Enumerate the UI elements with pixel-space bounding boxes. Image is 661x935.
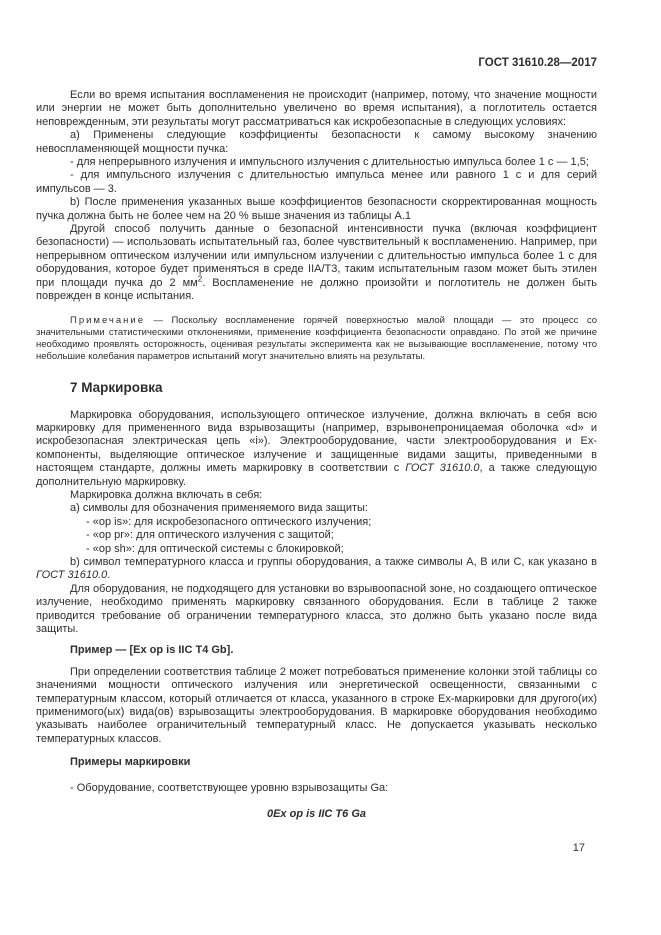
- standard-number-header: ГОСТ 31610.28—2017: [478, 57, 597, 69]
- note-text: — Поскольку воспламенение горячей поверхностью малой площади — это процесс со значительными статистическими отклонениями, применение коэффициента безопасности оправдано. По этой же причине необходимо проявлять осторожность, оценивая результаты эксперимента как не вызывающие воспламенение, потому что небольшие колебания параметров испытаний могут значительно влиять на результаты.: [36, 314, 597, 362]
- example-marking-line: Пример — [Ex op is IIC T4 Gb].: [70, 644, 234, 657]
- paragraph-marking-include: Маркировка должна включать в себя:: [70, 488, 263, 501]
- superscript-2: 2: [197, 274, 203, 284]
- section-7-heading: 7 Маркировка: [70, 379, 163, 395]
- list-item-b-corrected-power: b) После применения указанных выше коэффициентов безопасности скорректированная мощность пучка должна быть не более чем на 20 % выше значения из таблицы А.1: [36, 196, 597, 222]
- paragraph-alternative-method: [36, 223, 597, 303]
- paragraph-associated-equipment: Для оборудования, не подходящего для установки во взрывоопасной зоне, но создающего оптическое излучение, необходимо применять маркировку связанного оборудования. Если в таблице 2 также приводится требование об ограничении температурного класса, это должно быть указано после вида защиты.: [36, 582, 597, 635]
- note-label: Примечание: [70, 314, 145, 326]
- alt-method-text-1: Другой способ получить данные о безопасной интенсивности пучка (включая коэффициент безопасности) — использовать испытательный газ, более чувствительный к воспламенению. Например, при непрерывном оптическом излучении или импульсном излучении с длительностью импульса более 1 с для оборудования, которое будет применяться в среде IIA/T3, таким испытательным газом может быть этилен при площади пучка до 2 мм: [36, 223, 597, 289]
- marking-text-1: Маркировка оборудования, использующего оптическое излучение, должна включать в себя всю маркировку для примененного вида взрывозащиты (например, взрывонепроницаемая оболочка «d» и искробезопасная электрическая цепь «i»). Электрооборудование, части электрооборудования и Ех-компоненты, выделяющие оптическое излучение и защищенные видами защиты, приведенными в настоящем стандарте, должны иметь маркировку в соответствии с: [36, 408, 597, 475]
- bullet-op-pr: - «op pr»: для оптического излучения с защитой;: [86, 529, 334, 542]
- dash-item-continuous-radiation: - для непрерывного излучения и импульсного излучения с длительностью импульса более 1 с — 1,5;: [70, 156, 589, 169]
- temp-class-text-1: b) символ температурного класса и группы оборудования, а также символы А, В или С, как указано в: [70, 555, 597, 568]
- note-paragraph: [36, 315, 597, 363]
- gost-reference-2: ГОСТ 31610.0: [36, 569, 108, 582]
- page-number: 17: [572, 842, 585, 854]
- page-content: [36, 0, 597, 821]
- example-marking-ga: 0Ex op is IIC T6 Ga: [266, 808, 367, 821]
- paragraph-intro: Если во время испытания воспламенения не происходит (например, потому, что значение мощности или энергии не может быть дополнительно увеличено во время испытания), а поглотитель остается неповрежденным, эти результаты могут рассматриваться как искробезопасные в следующих условиях:: [36, 89, 597, 128]
- dash-item-pulse-radiation: - для импульсного излучения с длительностью импульса менее или равного 1 с и для серий импульсов — 3.: [36, 169, 597, 195]
- marking-examples-heading: Примеры маркировки: [70, 756, 191, 769]
- list-item-a-protection-symbols: а) символы для обозначения применяемого вида защиты:: [70, 502, 368, 515]
- paragraph-table2-correspondence: При определении соответствия таблице 2 может потребоваться применение колонки этой таблицы со значениями мощности оптического излучения или энергетической освещенности, связанными с температурным классом, который отличается от класса, указанного в строке Ех-маркировки для другого(их) применимого(ых) вида(ов) взрывозащиты электрооборудования. В маркировке оборудования необходимо указывать наиболее ограничительный температурный класс. Не допускается указывать несколько температурных классов.: [36, 665, 597, 745]
- temp-class-text-2: .: [107, 569, 111, 582]
- alt-method-text-2: . Воспламенение не должно произойти и поглотитель не должен быть поврежден в конце испытания.: [36, 276, 597, 303]
- bullet-op-sh: - «op sh»: для оптической системы с блокировкой;: [86, 542, 344, 555]
- marking-text-2: , а также следующую дополнительную маркировку.: [36, 462, 597, 488]
- list-item-b-temperature-class: [36, 556, 597, 583]
- list-item-a-safety-factors: а) Применены следующие коэффициенты безопасности к самому высокому значению невоспламеняющей мощности пучка:: [36, 129, 597, 155]
- gost-reference: ГОСТ 31610.0: [405, 462, 480, 475]
- bullet-op-is: - «op is»: для искробезопасного оптического излучения;: [86, 515, 372, 528]
- paragraph-marking-requirements: [36, 409, 597, 489]
- example-item-ga-level: - Оборудование, соответствующее уровню взрывозащиты Ga:: [70, 781, 389, 794]
